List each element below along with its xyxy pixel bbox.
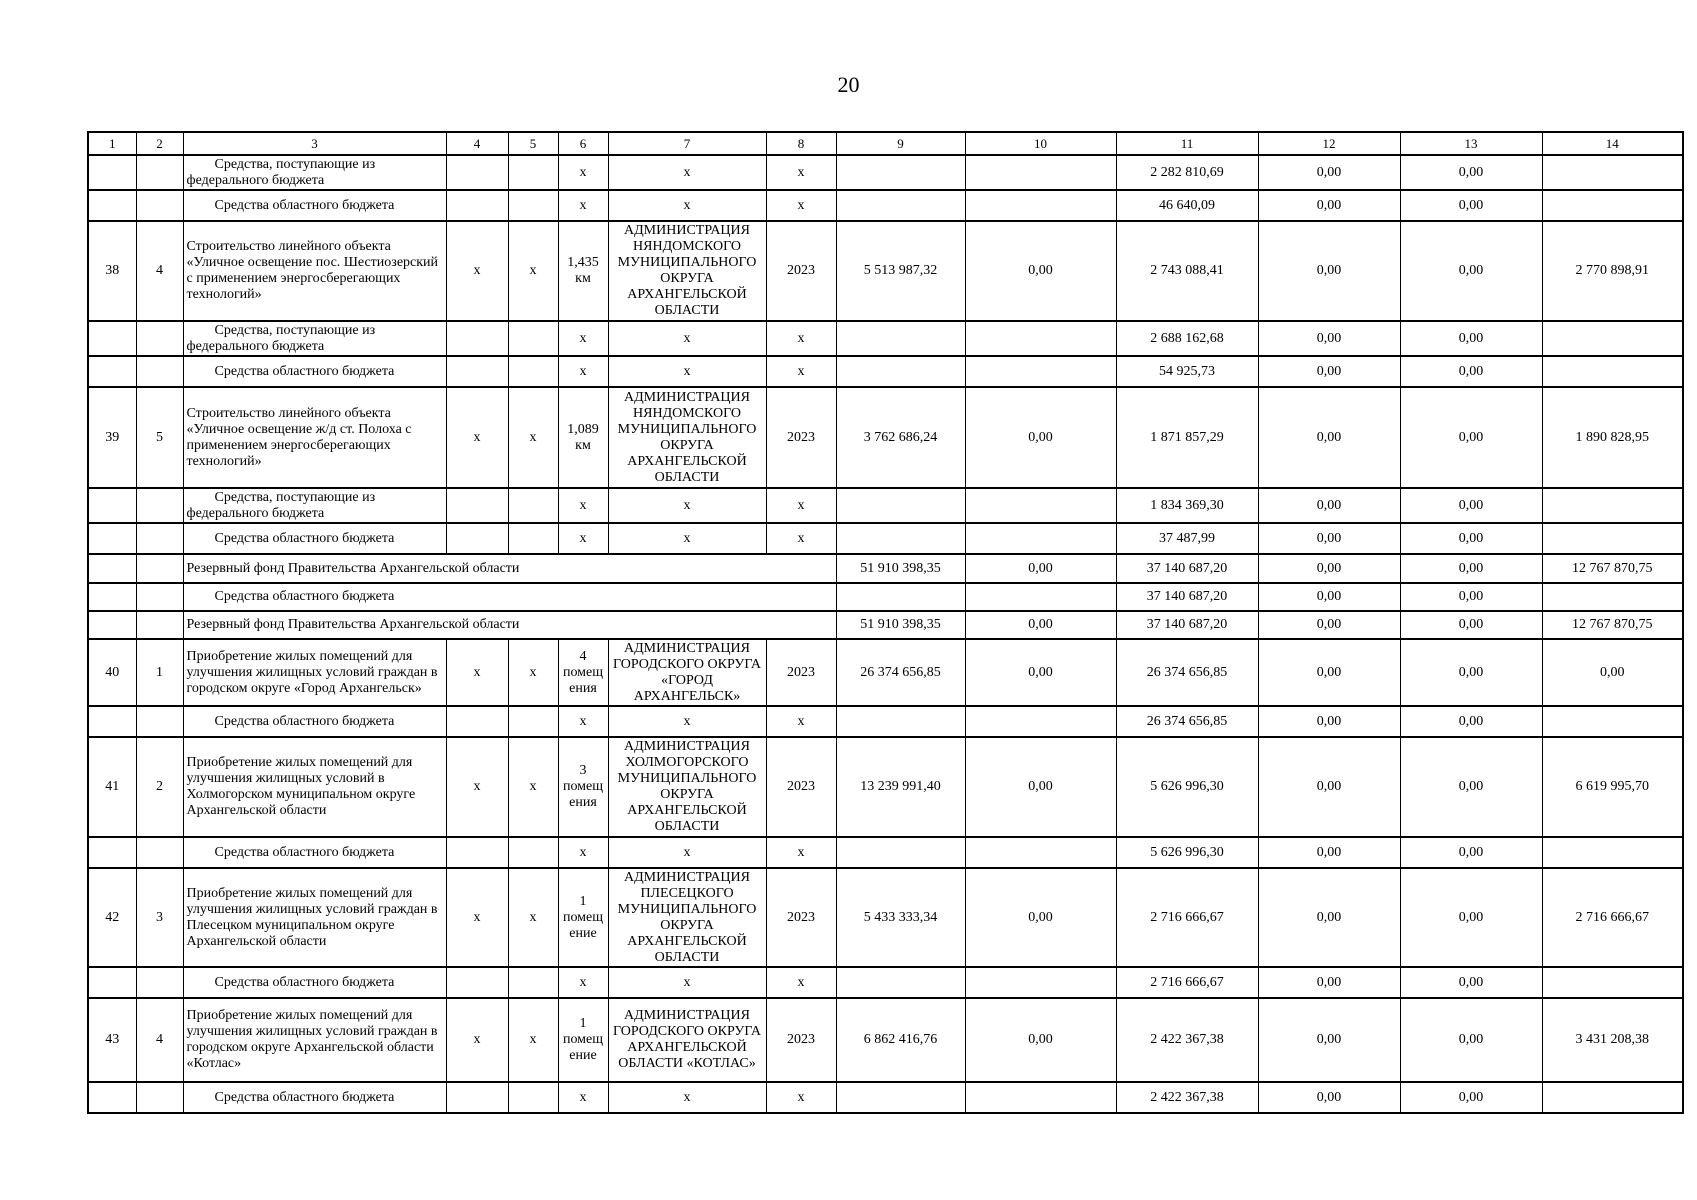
column-header: 5	[508, 132, 558, 155]
capacity-value: х	[558, 321, 608, 356]
capacity-value: х	[558, 837, 608, 868]
item-name: Приобретение жилых помещений для улучшения жилищных условий в Холмогорском муниципальном округе Архангельской области	[183, 737, 446, 837]
amount-col-12: 0,00	[1258, 639, 1400, 706]
amount-col-9: 3 762 686,24	[836, 387, 965, 488]
capacity-value: 1,435 км	[558, 221, 608, 321]
col-4-value: х	[446, 868, 508, 967]
year-value: х	[766, 706, 836, 737]
table-row	[88, 190, 1683, 221]
empty-cell	[88, 583, 136, 611]
amount-col-13: 0,00	[1400, 967, 1542, 998]
funding-source-name: Средства, поступающие из федерального бюджета	[183, 488, 446, 523]
amount-col-11: 37 140 687,20	[1116, 611, 1258, 639]
page-number: 20	[837, 72, 860, 97]
table-row	[88, 221, 1683, 321]
customer-name: АДМИНИСТРАЦИЯ ХОЛМОГОРСКОГО МУНИЦИПАЛЬНОГО ОКРУГА АРХАНГЕЛЬСКОЙ ОБЛАСТИ	[608, 737, 766, 837]
empty-cell	[88, 611, 136, 639]
empty-cell	[88, 523, 136, 554]
table-row	[88, 967, 1683, 998]
table-row	[88, 1082, 1683, 1113]
table-body	[88, 132, 1683, 1113]
empty-cell	[88, 190, 136, 221]
amount-col-10: 0,00	[965, 554, 1116, 583]
empty-cell	[508, 523, 558, 554]
empty-cell	[1542, 155, 1683, 190]
empty-cell	[1542, 706, 1683, 737]
amount-col-11: 37 487,99	[1116, 523, 1258, 554]
col-4-value: х	[446, 998, 508, 1082]
amount-col-12: 0,00	[1258, 488, 1400, 523]
funding-source-name: Средства областного бюджета	[183, 837, 446, 868]
year-value: х	[766, 1082, 836, 1113]
customer-name: х	[608, 321, 766, 356]
reserve-fund-name: Резервный фонд Правительства Архангельской области	[183, 611, 836, 639]
column-header: 2	[136, 132, 183, 155]
empty-cell	[836, 356, 965, 387]
empty-cell	[446, 523, 508, 554]
table-row	[88, 583, 1683, 611]
sub-number: 2	[136, 737, 183, 837]
amount-col-12: 0,00	[1258, 998, 1400, 1082]
empty-cell	[136, 967, 183, 998]
item-name: Приобретение жилых помещений для улучшения жилищных условий граждан в городском округе Архангельской области «Котлас»	[183, 998, 446, 1082]
amount-col-13: 0,00	[1400, 837, 1542, 868]
amount-col-13: 0,00	[1400, 737, 1542, 837]
amount-col-11: 54 925,73	[1116, 356, 1258, 387]
amount-col-11: 46 640,09	[1116, 190, 1258, 221]
year-value: х	[766, 155, 836, 190]
amount-col-9: 5 513 987,32	[836, 221, 965, 321]
amount-col-12: 0,00	[1258, 155, 1400, 190]
amount-col-14: 2 716 666,67	[1542, 868, 1683, 967]
capacity-value: х	[558, 1082, 608, 1113]
capacity-value: 1 помещение	[558, 868, 608, 967]
capacity-value: 3 помещения	[558, 737, 608, 837]
sub-number: 4	[136, 221, 183, 321]
amount-col-13: 0,00	[1400, 523, 1542, 554]
amount-col-13: 0,00	[1400, 554, 1542, 583]
amount-col-13: 0,00	[1400, 706, 1542, 737]
amount-col-12: 0,00	[1258, 967, 1400, 998]
year-value: х	[766, 967, 836, 998]
amount-col-11: 2 743 088,41	[1116, 221, 1258, 321]
sub-number: 3	[136, 868, 183, 967]
amount-col-13: 0,00	[1400, 387, 1542, 488]
sub-number: 4	[136, 998, 183, 1082]
amount-col-10: 0,00	[965, 221, 1116, 321]
col-5-value: х	[508, 868, 558, 967]
empty-cell	[965, 488, 1116, 523]
empty-cell	[88, 837, 136, 868]
empty-cell	[836, 488, 965, 523]
amount-col-12: 0,00	[1258, 737, 1400, 837]
row-number: 40	[88, 639, 136, 706]
column-header: 14	[1542, 132, 1683, 155]
empty-cell	[1542, 356, 1683, 387]
sub-number: 1	[136, 639, 183, 706]
amount-col-12: 0,00	[1258, 221, 1400, 321]
row-number: 43	[88, 998, 136, 1082]
column-header: 8	[766, 132, 836, 155]
capacity-value: х	[558, 967, 608, 998]
empty-cell	[965, 523, 1116, 554]
table-row	[88, 488, 1683, 523]
amount-col-12: 0,00	[1258, 523, 1400, 554]
amount-col-12: 0,00	[1258, 1082, 1400, 1113]
year-value: х	[766, 523, 836, 554]
empty-cell	[1542, 321, 1683, 356]
sub-number: 5	[136, 387, 183, 488]
customer-name: АДМИНИСТРАЦИЯ НЯНДОМСКОГО МУНИЦИПАЛЬНОГО ОКРУГА АРХАНГЕЛЬСКОЙ ОБЛАСТИ	[608, 221, 766, 321]
empty-cell	[136, 583, 183, 611]
year-value: х	[766, 190, 836, 221]
empty-cell	[836, 1082, 965, 1113]
capacity-value: х	[558, 706, 608, 737]
empty-cell	[446, 837, 508, 868]
customer-name: АДМИНИСТРАЦИЯ ГОРОДСКОГО ОКРУГА АРХАНГЕЛЬСКОЙ ОБЛАСТИ «КОТЛАС»	[608, 998, 766, 1082]
amount-col-11: 2 716 666,67	[1116, 868, 1258, 967]
empty-cell	[1542, 837, 1683, 868]
funding-source-name: Средства областного бюджета	[183, 190, 446, 221]
empty-cell	[446, 706, 508, 737]
col-4-value: х	[446, 387, 508, 488]
capacity-value: х	[558, 155, 608, 190]
capacity-value: 1,089 км	[558, 387, 608, 488]
customer-name: х	[608, 837, 766, 868]
empty-cell	[446, 356, 508, 387]
amount-col-13: 0,00	[1400, 190, 1542, 221]
amount-col-13: 0,00	[1400, 998, 1542, 1082]
table-row	[88, 706, 1683, 737]
empty-cell	[508, 1082, 558, 1113]
table-row	[88, 356, 1683, 387]
row-number: 38	[88, 221, 136, 321]
table-row	[88, 998, 1683, 1082]
table-row	[88, 387, 1683, 488]
customer-name: АДМИНИСТРАЦИЯ НЯНДОМСКОГО МУНИЦИПАЛЬНОГО ОКРУГА АРХАНГЕЛЬСКОЙ ОБЛАСТИ	[608, 387, 766, 488]
amount-col-12: 0,00	[1258, 387, 1400, 488]
table-row	[88, 868, 1683, 967]
empty-cell	[136, 837, 183, 868]
item-name: Приобретение жилых помещений для улучшения жилищных условий граждан в Плесецком муниципальном округе Архангельской области	[183, 868, 446, 967]
amount-col-10: 0,00	[965, 387, 1116, 488]
empty-cell	[836, 837, 965, 868]
reserve-fund-name: Резервный фонд Правительства Архангельской области	[183, 554, 836, 583]
capacity-value: х	[558, 356, 608, 387]
amount-col-11: 2 688 162,68	[1116, 321, 1258, 356]
empty-cell	[446, 488, 508, 523]
amount-col-13: 0,00	[1400, 639, 1542, 706]
column-header: 6	[558, 132, 608, 155]
customer-name: х	[608, 1082, 766, 1113]
amount-col-12: 0,00	[1258, 554, 1400, 583]
empty-cell	[508, 356, 558, 387]
empty-cell	[965, 583, 1116, 611]
empty-cell	[446, 967, 508, 998]
column-header: 13	[1400, 132, 1542, 155]
funding-source-name: Средства, поступающие из федерального бюджета	[183, 155, 446, 190]
empty-cell	[965, 1082, 1116, 1113]
empty-cell	[965, 321, 1116, 356]
empty-cell	[1542, 1082, 1683, 1113]
amount-col-12: 0,00	[1258, 837, 1400, 868]
table-row	[88, 737, 1683, 837]
empty-cell	[136, 611, 183, 639]
capacity-value: х	[558, 523, 608, 554]
empty-cell	[965, 356, 1116, 387]
amount-col-12: 0,00	[1258, 321, 1400, 356]
column-header: 10	[965, 132, 1116, 155]
customer-name: АДМИНИСТРАЦИЯ ПЛЕСЕЦКОГО МУНИЦИПАЛЬНОГО ОКРУГА АРХАНГЕЛЬСКОЙ ОБЛАСТИ	[608, 868, 766, 967]
year-value: 2023	[766, 998, 836, 1082]
customer-name: х	[608, 706, 766, 737]
empty-cell	[508, 190, 558, 221]
column-header: 3	[183, 132, 446, 155]
table-row	[88, 611, 1683, 639]
amount-col-10: 0,00	[965, 737, 1116, 837]
year-value: х	[766, 837, 836, 868]
amount-col-13: 0,00	[1400, 155, 1542, 190]
customer-name: х	[608, 155, 766, 190]
empty-cell	[965, 967, 1116, 998]
amount-col-12: 0,00	[1258, 190, 1400, 221]
amount-col-12: 0,00	[1258, 868, 1400, 967]
year-value: 2023	[766, 868, 836, 967]
empty-cell	[136, 706, 183, 737]
year-value: х	[766, 321, 836, 356]
empty-cell	[965, 706, 1116, 737]
amount-col-12: 0,00	[1258, 356, 1400, 387]
empty-cell	[1542, 967, 1683, 998]
row-number: 42	[88, 868, 136, 967]
empty-cell	[136, 190, 183, 221]
empty-cell	[136, 155, 183, 190]
empty-cell	[446, 190, 508, 221]
funding-source-name: Средства областного бюджета	[183, 706, 446, 737]
year-value: х	[766, 488, 836, 523]
amount-col-13: 0,00	[1400, 1082, 1542, 1113]
funding-source-name: Средства областного бюджета	[183, 523, 446, 554]
amount-col-12: 0,00	[1258, 706, 1400, 737]
empty-cell	[836, 155, 965, 190]
empty-cell	[88, 488, 136, 523]
empty-cell	[446, 1082, 508, 1113]
col-5-value: х	[508, 998, 558, 1082]
amount-col-9: 6 862 416,76	[836, 998, 965, 1082]
empty-cell	[136, 356, 183, 387]
item-name: Строительство линейного объекта «Уличное освещение ж/д ст. Полоха с применением энергосберегающих технологий»	[183, 387, 446, 488]
empty-cell	[508, 488, 558, 523]
amount-col-11: 5 626 996,30	[1116, 737, 1258, 837]
empty-cell	[508, 837, 558, 868]
empty-cell	[136, 554, 183, 583]
empty-cell	[965, 155, 1116, 190]
amount-col-11: 2 282 810,69	[1116, 155, 1258, 190]
amount-col-11: 1 871 857,29	[1116, 387, 1258, 488]
empty-cell	[508, 967, 558, 998]
capacity-value: х	[558, 488, 608, 523]
table-row	[88, 837, 1683, 868]
amount-col-13: 0,00	[1400, 868, 1542, 967]
amount-col-14: 1 890 828,95	[1542, 387, 1683, 488]
amount-col-11: 2 422 367,38	[1116, 998, 1258, 1082]
amount-col-13: 0,00	[1400, 221, 1542, 321]
empty-cell	[88, 155, 136, 190]
amount-col-13: 0,00	[1400, 583, 1542, 611]
col-4-value: х	[446, 221, 508, 321]
empty-cell	[1542, 583, 1683, 611]
empty-cell	[136, 321, 183, 356]
funding-source-name: Средства, поступающие из федерального бюджета	[183, 321, 446, 356]
amount-col-11: 2 716 666,67	[1116, 967, 1258, 998]
empty-cell	[836, 967, 965, 998]
empty-cell	[508, 321, 558, 356]
empty-cell	[136, 523, 183, 554]
empty-cell	[88, 967, 136, 998]
column-header: 9	[836, 132, 965, 155]
amount-col-10: 0,00	[965, 611, 1116, 639]
empty-cell	[836, 321, 965, 356]
empty-cell	[836, 190, 965, 221]
amount-col-9: 51 910 398,35	[836, 554, 965, 583]
capacity-value: х	[558, 190, 608, 221]
col-5-value: х	[508, 221, 558, 321]
customer-name: х	[608, 356, 766, 387]
amount-col-11: 26 374 656,85	[1116, 639, 1258, 706]
amount-col-14: 12 767 870,75	[1542, 611, 1683, 639]
table-row	[88, 639, 1683, 706]
amount-col-10: 0,00	[965, 998, 1116, 1082]
amount-col-13: 0,00	[1400, 611, 1542, 639]
customer-name: х	[608, 488, 766, 523]
amount-col-14: 2 770 898,91	[1542, 221, 1683, 321]
empty-cell	[136, 1082, 183, 1113]
funding-source-name: Средства областного бюджета	[183, 583, 836, 611]
empty-cell	[836, 583, 965, 611]
empty-cell	[836, 523, 965, 554]
empty-cell	[508, 706, 558, 737]
row-number: 41	[88, 737, 136, 837]
amount-col-11: 37 140 687,20	[1116, 583, 1258, 611]
empty-cell	[136, 488, 183, 523]
empty-cell	[88, 706, 136, 737]
item-name: Приобретение жилых помещений для улучшения жилищных условий граждан в городском округе «Город Архангельск»	[183, 639, 446, 706]
column-header: 1	[88, 132, 136, 155]
amount-col-11: 1 834 369,30	[1116, 488, 1258, 523]
customer-name: х	[608, 967, 766, 998]
capacity-value: 1 помещение	[558, 998, 608, 1082]
amount-col-12: 0,00	[1258, 583, 1400, 611]
empty-cell	[88, 356, 136, 387]
funding-source-name: Средства областного бюджета	[183, 1082, 446, 1113]
empty-cell	[88, 1082, 136, 1113]
funding-source-name: Средства областного бюджета	[183, 967, 446, 998]
table-row	[88, 554, 1683, 583]
amount-col-10: 0,00	[965, 868, 1116, 967]
amount-col-11: 5 626 996,30	[1116, 837, 1258, 868]
customer-name: АДМИНИСТРАЦИЯ ГОРОДСКОГО ОКРУГА «ГОРОД АРХАНГЕЛЬСК»	[608, 639, 766, 706]
amount-col-11: 26 374 656,85	[1116, 706, 1258, 737]
amount-col-13: 0,00	[1400, 488, 1542, 523]
amount-col-11: 37 140 687,20	[1116, 554, 1258, 583]
amount-col-12: 0,00	[1258, 611, 1400, 639]
column-header: 11	[1116, 132, 1258, 155]
column-header: 12	[1258, 132, 1400, 155]
amount-col-9: 13 239 991,40	[836, 737, 965, 837]
empty-cell	[1542, 190, 1683, 221]
empty-cell	[965, 837, 1116, 868]
amount-col-13: 0,00	[1400, 356, 1542, 387]
col-5-value: х	[508, 737, 558, 837]
empty-cell	[1542, 523, 1683, 554]
customer-name: х	[608, 523, 766, 554]
empty-cell	[965, 190, 1116, 221]
empty-cell	[508, 155, 558, 190]
amount-col-13: 0,00	[1400, 321, 1542, 356]
amount-col-14: 6 619 995,70	[1542, 737, 1683, 837]
table-row	[88, 321, 1683, 356]
col-4-value: х	[446, 639, 508, 706]
row-number: 39	[88, 387, 136, 488]
empty-cell	[88, 321, 136, 356]
amount-col-10: 0,00	[965, 639, 1116, 706]
budget-table	[87, 131, 1684, 1114]
funding-source-name: Средства областного бюджета	[183, 356, 446, 387]
amount-col-9: 26 374 656,85	[836, 639, 965, 706]
item-name: Строительство линейного объекта «Уличное освещение пос. Шестиозерский с применением энергосберегающих технологий»	[183, 221, 446, 321]
empty-cell	[446, 321, 508, 356]
table-row	[88, 523, 1683, 554]
col-5-value: х	[508, 639, 558, 706]
year-value: 2023	[766, 737, 836, 837]
table-row	[88, 155, 1683, 190]
empty-cell	[88, 554, 136, 583]
year-value: 2023	[766, 221, 836, 321]
amount-col-9: 51 910 398,35	[836, 611, 965, 639]
amount-col-11: 2 422 367,38	[1116, 1082, 1258, 1113]
capacity-value: 4 помещения	[558, 639, 608, 706]
year-value: 2023	[766, 639, 836, 706]
empty-cell	[446, 155, 508, 190]
amount-col-14: 0,00	[1542, 639, 1683, 706]
year-value: х	[766, 356, 836, 387]
customer-name: х	[608, 190, 766, 221]
column-header: 4	[446, 132, 508, 155]
empty-cell	[836, 706, 965, 737]
amount-col-9: 5 433 333,34	[836, 868, 965, 967]
col-4-value: х	[446, 737, 508, 837]
year-value: 2023	[766, 387, 836, 488]
amount-col-14: 12 767 870,75	[1542, 554, 1683, 583]
column-header: 7	[608, 132, 766, 155]
amount-col-14: 3 431 208,38	[1542, 998, 1683, 1082]
empty-cell	[1542, 488, 1683, 523]
header-row	[88, 132, 1683, 155]
col-5-value: х	[508, 387, 558, 488]
